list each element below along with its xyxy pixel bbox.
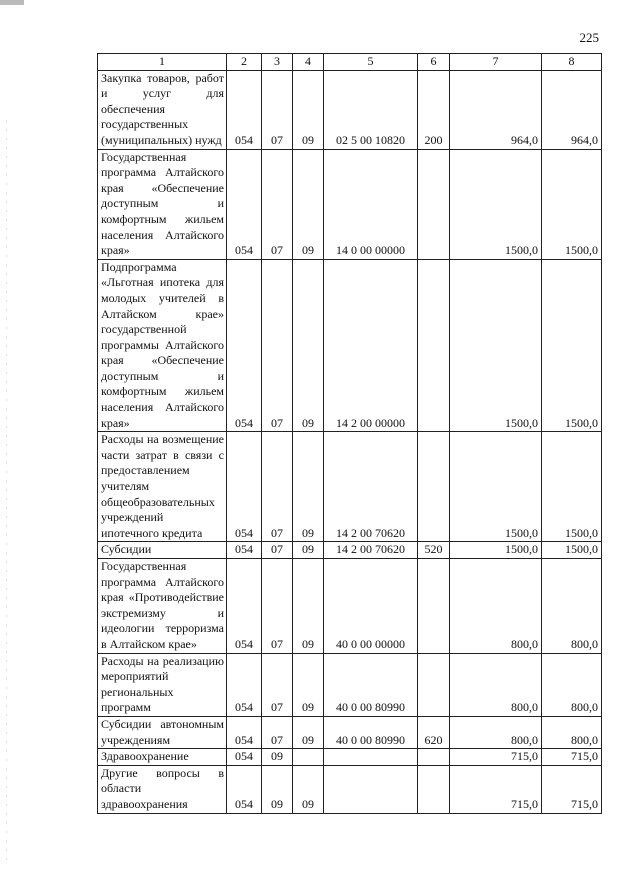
- subsection-cell: 09: [293, 149, 324, 259]
- ministry-code-cell: 054: [227, 749, 262, 766]
- amount-cell: 964,0: [450, 70, 542, 149]
- expense-type-cell: [418, 259, 450, 432]
- amount-cell: 800,0: [450, 559, 542, 654]
- amount-cell: 715,0: [542, 749, 602, 766]
- ministry-code-cell: 054: [227, 653, 262, 716]
- amount-cell: 1500,0: [542, 259, 602, 432]
- table-row: [98, 765, 602, 813]
- target-article-cell: 02 5 00 10820: [324, 70, 418, 149]
- target-article-cell: 14 2 00 70620: [324, 542, 418, 559]
- amount-cell: 800,0: [542, 716, 602, 748]
- table-row: [98, 653, 602, 716]
- row-name-cell: Закупка товаров, работ и услуг для обеспечения государственных (муниципальных) нужд: [98, 70, 227, 149]
- column-header: 1: [98, 54, 227, 71]
- column-header: 3: [262, 54, 293, 71]
- column-header: 8: [542, 54, 602, 71]
- expense-type-cell: [418, 749, 450, 766]
- target-article-cell: 40 0 00 00000: [324, 559, 418, 654]
- section-cell: 07: [262, 559, 293, 654]
- target-article-cell: 40 0 00 80990: [324, 716, 418, 748]
- amount-cell: 1500,0: [450, 259, 542, 432]
- row-name-cell: Другие вопросы в области здравоохранения: [98, 765, 227, 813]
- section-cell: 07: [262, 149, 293, 259]
- amount-cell: 715,0: [450, 749, 542, 766]
- table-header-row: [98, 54, 602, 71]
- table-row: [98, 149, 602, 259]
- row-name-cell: Субсидии автономным учреждениям: [98, 716, 227, 748]
- section-cell: 07: [262, 70, 293, 149]
- row-name-cell: Государственная программа Алтайского края «Противодействие экстремизму и идеологии терроризма в Алтайском крае»: [98, 559, 227, 654]
- amount-cell: 800,0: [450, 653, 542, 716]
- page-number: 225: [579, 30, 599, 45]
- amount-cell: 800,0: [542, 559, 602, 654]
- table-row: [98, 432, 602, 542]
- ministry-code-cell: 054: [227, 149, 262, 259]
- row-name-cell: Здравоохранение: [98, 749, 227, 766]
- subsection-cell: 09: [293, 716, 324, 748]
- section-cell: 09: [262, 749, 293, 766]
- table-row: [98, 749, 602, 766]
- section-cell: 07: [262, 259, 293, 432]
- table-row: [98, 70, 602, 149]
- expense-type-cell: 620: [418, 716, 450, 748]
- target-article-cell: [324, 765, 418, 813]
- table-row: [98, 716, 602, 748]
- column-header: 5: [324, 54, 418, 71]
- ministry-code-cell: 054: [227, 716, 262, 748]
- expense-type-cell: [418, 149, 450, 259]
- ministry-code-cell: 054: [227, 559, 262, 654]
- subsection-cell: 09: [293, 653, 324, 716]
- amount-cell: 1500,0: [542, 432, 602, 542]
- section-cell: 07: [262, 542, 293, 559]
- column-header: 4: [293, 54, 324, 71]
- target-article-cell: 14 2 00 70620: [324, 432, 418, 542]
- amount-cell: 800,0: [542, 653, 602, 716]
- ministry-code-cell: 054: [227, 542, 262, 559]
- amount-cell: 1500,0: [542, 149, 602, 259]
- target-article-cell: [324, 749, 418, 766]
- section-cell: 07: [262, 716, 293, 748]
- section-cell: 07: [262, 653, 293, 716]
- ministry-code-cell: 054: [227, 70, 262, 149]
- budget-table: [97, 53, 602, 814]
- amount-cell: 1500,0: [450, 149, 542, 259]
- amount-cell: 1500,0: [542, 542, 602, 559]
- amount-cell: 1500,0: [450, 542, 542, 559]
- row-name-cell: Расходы на возмещение части затрат в связи с предоставлением учителям общеобразовательных учреждений ипотечного кредита: [98, 432, 227, 542]
- scan-edge-mark: [0, 0, 24, 5]
- row-name-cell: Субсидии: [98, 542, 227, 559]
- table-row: [98, 542, 602, 559]
- table-row: [98, 559, 602, 654]
- column-header: 6: [418, 54, 450, 71]
- target-article-cell: 40 0 00 80990: [324, 653, 418, 716]
- ministry-code-cell: 054: [227, 259, 262, 432]
- amount-cell: 715,0: [450, 765, 542, 813]
- subsection-cell: 09: [293, 542, 324, 559]
- expense-type-cell: [418, 432, 450, 542]
- expense-type-cell: 520: [418, 542, 450, 559]
- column-header: 2: [227, 54, 262, 71]
- scan-edge-dots: [6, 120, 7, 860]
- subsection-cell: 09: [293, 765, 324, 813]
- target-article-cell: 14 2 00 00000: [324, 259, 418, 432]
- column-header: 7: [450, 54, 542, 71]
- row-name-cell: Расходы на реализацию мероприятий региональных программ: [98, 653, 227, 716]
- section-cell: 07: [262, 432, 293, 542]
- ministry-code-cell: 054: [227, 432, 262, 542]
- target-article-cell: 14 0 00 00000: [324, 149, 418, 259]
- subsection-cell: [293, 749, 324, 766]
- expense-type-cell: [418, 765, 450, 813]
- table-row: [98, 259, 602, 432]
- amount-cell: 1500,0: [450, 432, 542, 542]
- row-name-cell: Государственная программа Алтайского края «Обеспечение доступным и комфортным жильем населения Алтайского края»: [98, 149, 227, 259]
- expense-type-cell: [418, 653, 450, 716]
- ministry-code-cell: 054: [227, 765, 262, 813]
- section-cell: 09: [262, 765, 293, 813]
- expense-type-cell: 200: [418, 70, 450, 149]
- amount-cell: 715,0: [542, 765, 602, 813]
- amount-cell: 800,0: [450, 716, 542, 748]
- subsection-cell: 09: [293, 259, 324, 432]
- row-name-cell: Подпрограмма «Льготная ипотека для молодых учителей в Алтайском крае» государственной программы Алтайского края «Обеспечение доступным и комфортным жильем населения Алтайского края»: [98, 259, 227, 432]
- expense-type-cell: [418, 559, 450, 654]
- amount-cell: 964,0: [542, 70, 602, 149]
- subsection-cell: 09: [293, 559, 324, 654]
- subsection-cell: 09: [293, 70, 324, 149]
- subsection-cell: 09: [293, 432, 324, 542]
